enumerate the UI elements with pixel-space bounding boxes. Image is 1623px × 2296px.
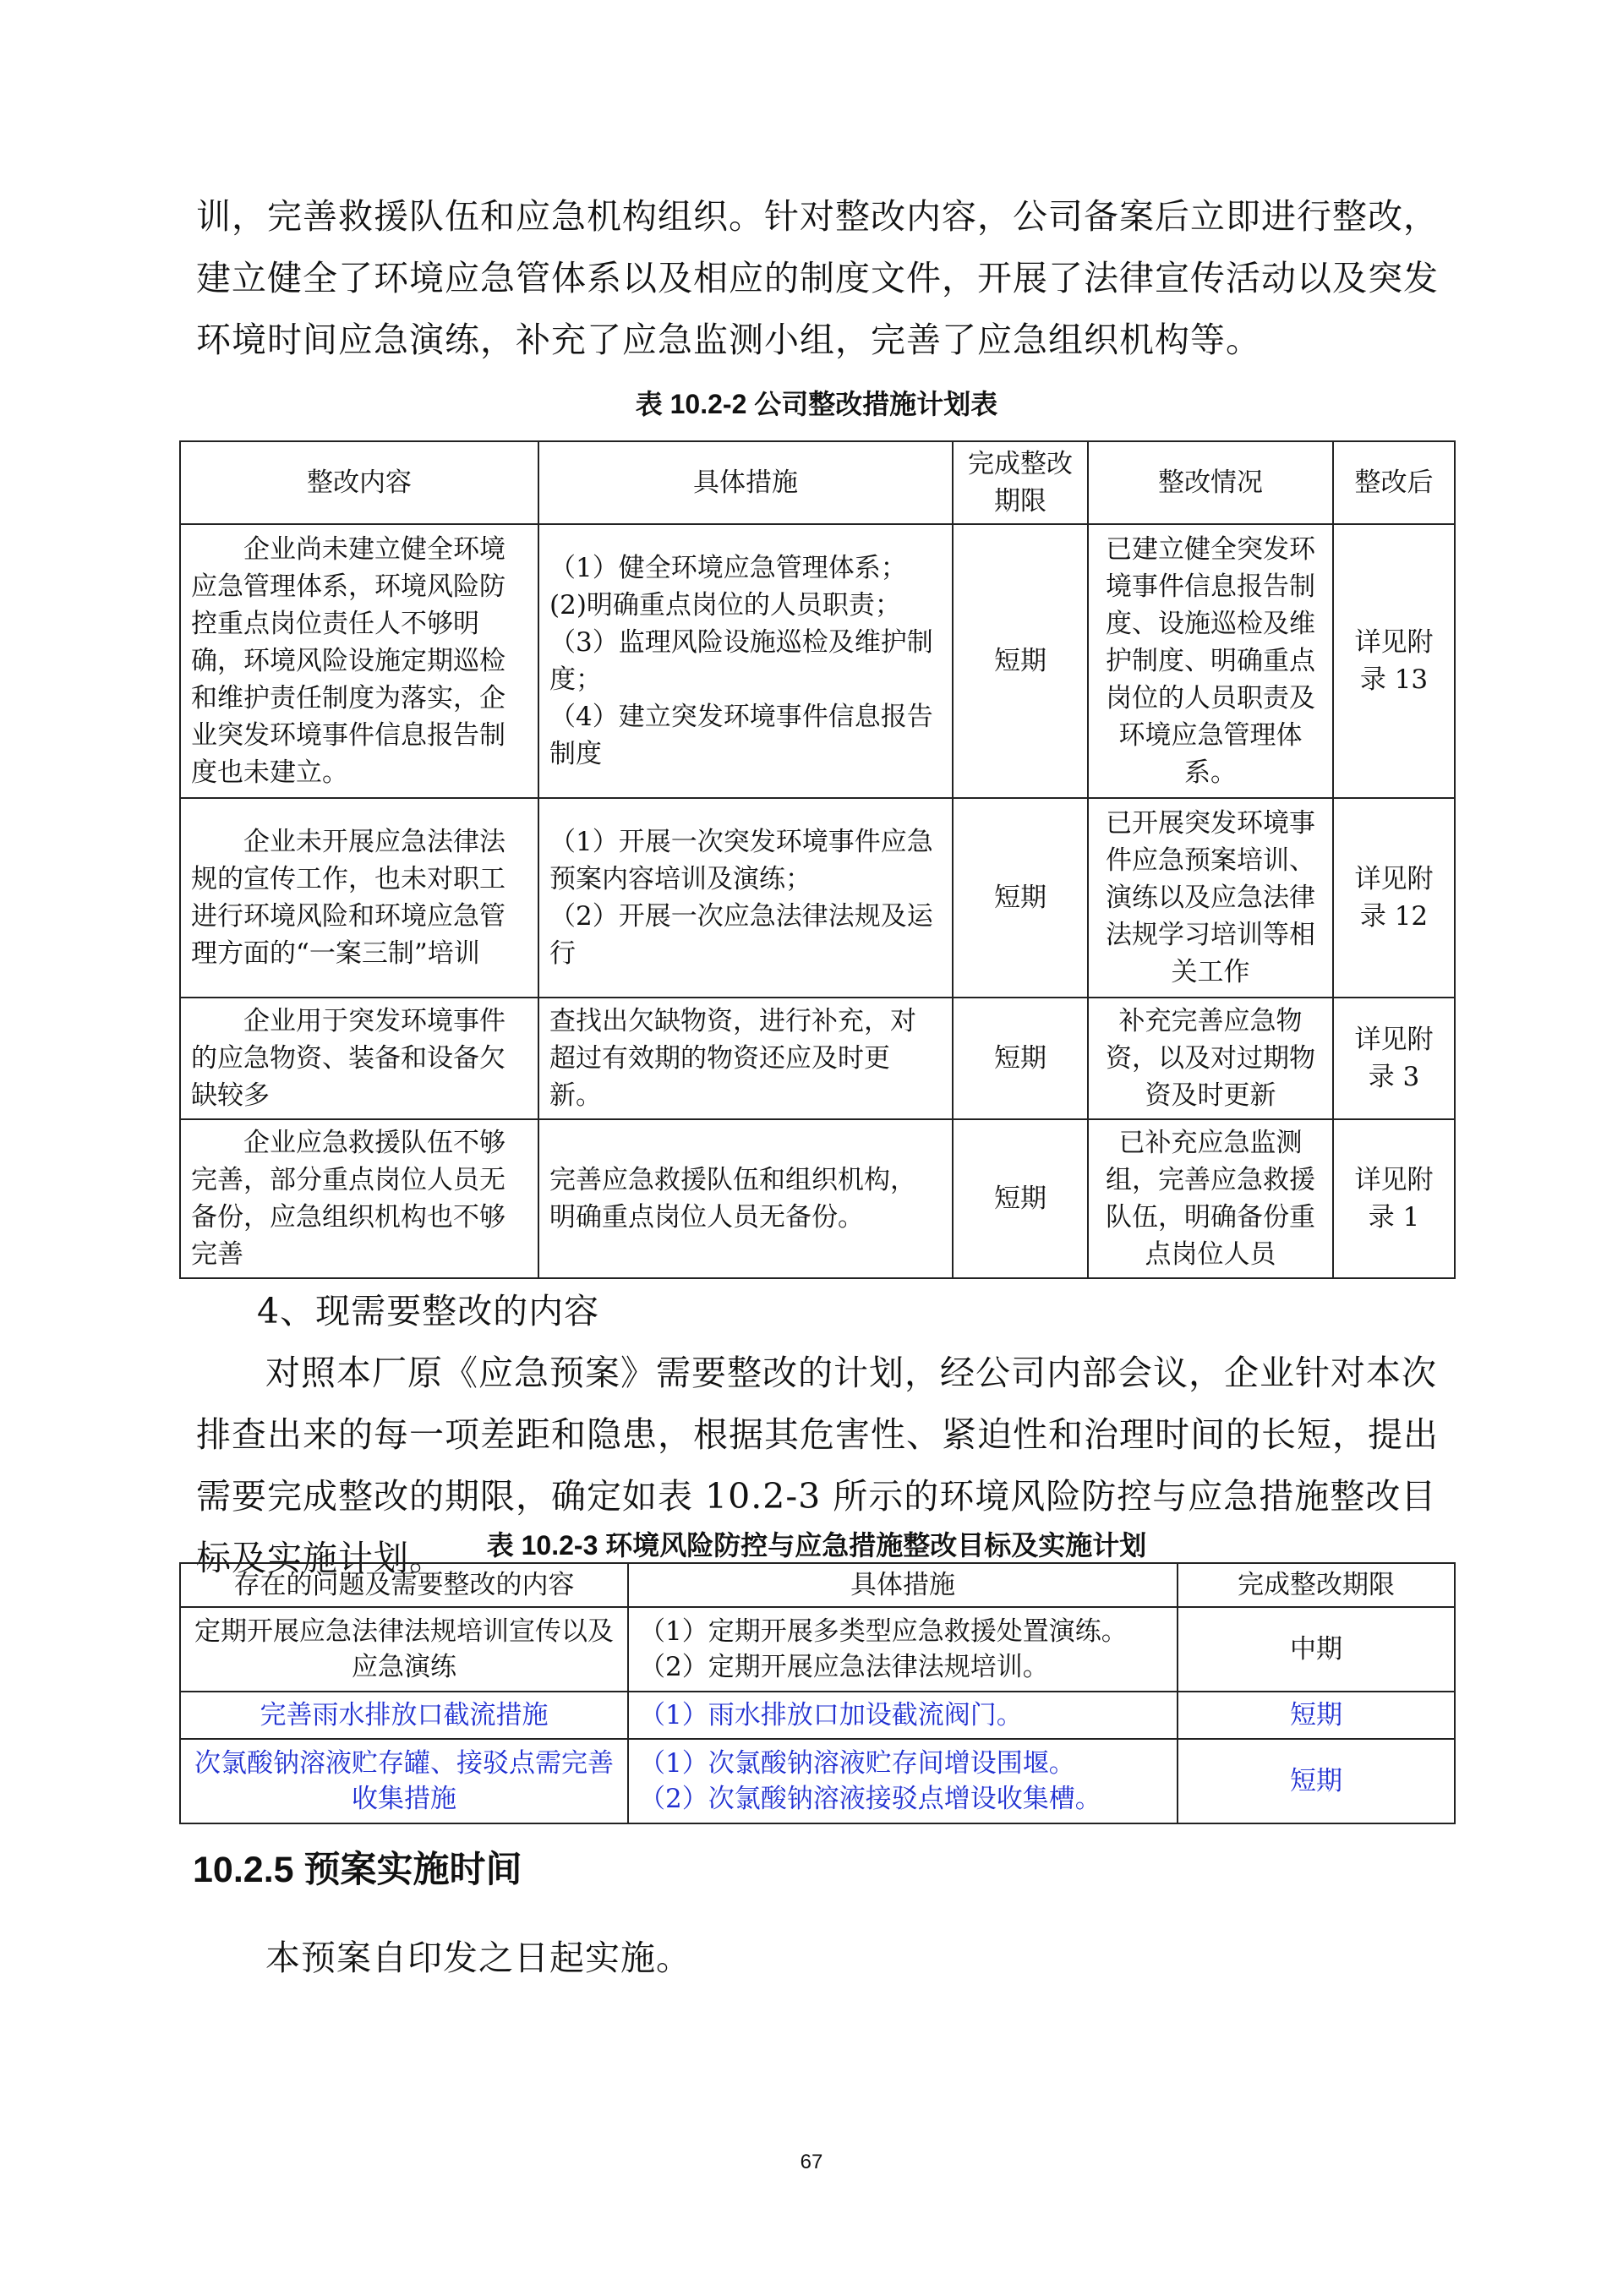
reference-cell: 详见附录 12 [1333, 798, 1455, 998]
measure-item: （1）次氯酸钠溶液贮存间增设围堰。 [639, 1748, 1075, 1779]
measures-cell [628, 1692, 1178, 1739]
deadline-cell: 中期 [1178, 1607, 1455, 1692]
table-row [180, 1692, 1455, 1739]
table1-header-measures: 具体措施 [538, 441, 953, 524]
deadline-cell: 短期 [1178, 1692, 1455, 1739]
table1-caption: 表 10.2-2 公司整改措施计划表 [635, 389, 998, 419]
measure-item: （4）建立突发环境事件信息报告制度 [549, 702, 933, 769]
table1-header-deadline: 完成整改期限 [953, 441, 1088, 524]
table1-header-after: 整改后 [1333, 441, 1455, 524]
table1-header-content: 整改内容 [180, 441, 538, 524]
page-number: 67 [800, 2151, 823, 2173]
status-cell: 已开展突发环境事件应急预案培训、演练以及应急法律法规学习培训等相关工作 [1088, 798, 1333, 998]
issue-cell: 次氯酸钠溶液贮存罐、接驳点需完善收集措施 [180, 1739, 628, 1823]
deadline-cell: 短期 [953, 798, 1088, 998]
measures-cell [538, 524, 953, 798]
table-row [180, 998, 1455, 1119]
table1-header-status: 整改情况 [1088, 441, 1333, 524]
measure-item: 查找出欠缺物资，进行补充，对超过有效期的物资还应及时更新。 [549, 1006, 916, 1111]
reference-cell: 详见附录 3 [1333, 998, 1455, 1119]
table1-header-row [180, 441, 1455, 524]
issue-cell: 企业尚未建立健全环境应急管理体系，环境风险防控重点岗位责任人不够明确，环境风险设施定期巡检和维护责任制度为落实，企业突发环境事件信息报告制度也未建立。 [180, 524, 538, 798]
measures-cell [628, 1739, 1178, 1823]
measure-item: (2)明确重点岗位的人员职责； [549, 590, 901, 620]
table2-header-row [180, 1563, 1455, 1607]
section4-heading: 4、现需要整改的内容 [257, 1291, 600, 1331]
table-row [180, 798, 1455, 998]
table2-caption: 表 10.2-3 环境风险防控与应急措施整改目标及实施计划 [486, 1530, 1147, 1561]
table-row [180, 524, 1455, 798]
intro-paragraph: 训，完善救援队伍和应急机构组织。针对整改内容，公司备案后立即进行整改，建立健全了环境应急管体系以及相应的制度文件，开展了法律宣传活动以及突发环境时间应急演练，补充了应急监测小组，完善了应急组织机构等。 [196, 196, 1439, 360]
issue-cell: 企业用于突发环境事件的应急物资、装备和设备欠缺较多 [180, 998, 538, 1119]
deadline-cell: 短期 [953, 1119, 1088, 1278]
measure-item: （1）健全环境应急管理体系； [549, 553, 907, 583]
deadline-cell: 短期 [953, 524, 1088, 798]
risk-control-plan-table [179, 1562, 1456, 1824]
table2-header-issue: 存在的问题及需要整改的内容 [180, 1563, 628, 1607]
issue-cell: 完善雨水排放口截流措施 [180, 1692, 628, 1739]
measure-item: （1）定期开展多类型应急救援处置演练。 [639, 1616, 1128, 1647]
issue-cell: 定期开展应急法律法规培训宣传以及应急演练 [180, 1607, 628, 1692]
measures-cell [538, 1119, 953, 1278]
measure-item: （2）次氯酸钠溶液接驳点增设收集槽。 [639, 1784, 1101, 1814]
measures-cell [538, 998, 953, 1119]
issue-cell: 企业未开展应急法律法规的宣传工作，也未对职工进行环境风险和环境应急管理方面的“一案三制”培训 [180, 798, 538, 998]
status-cell: 已建立健全突发环境事件信息报告制度、设施巡检及维护制度、明确重点岗位的人员职责及环境应急管理体系。 [1088, 524, 1333, 798]
measure-item: 完善应急救援队伍和组织机构，明确重点岗位人员无备份。 [549, 1165, 916, 1233]
measure-item: （3）监理风险设施巡检及维护制度； [549, 627, 933, 695]
deadline-cell: 短期 [953, 998, 1088, 1119]
reference-cell: 详见附录 1 [1333, 1119, 1455, 1278]
section-heading: 10.2.5 预案实施时间 [193, 1850, 522, 1890]
section4-paragraph: 对照本厂原《应急预案》需要整改的计划，经公司内部会议，企业针对本次排查出来的每一项差距和隐患，根据其危害性、紧迫性和治理时间的长短，提出需要完成整改的期限，确定如表 10.2-3 所示的环境风险防控与应急措施整改目标及实施计划。 [196, 1353, 1439, 1578]
table-row [180, 1739, 1455, 1823]
reference-cell: 详见附录 13 [1333, 524, 1455, 798]
table-row [180, 1607, 1455, 1692]
table-row [180, 1119, 1455, 1278]
measure-item: （2）定期开展应急法律法规培训。 [639, 1652, 1049, 1682]
table2-header-measures: 具体措施 [628, 1563, 1178, 1607]
measures-cell [538, 798, 953, 998]
measure-item: （2）开展一次应急法律法规及运行 [549, 901, 933, 969]
measure-item: （1）雨水排放口加设截流阀门。 [639, 1700, 1023, 1730]
measure-item: （1）开展一次突发环境事件应急预案内容培训及演练； [549, 827, 933, 894]
issue-cell: 企业应急救援队伍不够完善，部分重点岗位人员无备份，应急组织机构也不够完善 [180, 1119, 538, 1278]
rectification-plan-table [179, 440, 1456, 1279]
section-paragraph-block [196, 1927, 1447, 1989]
table2-header-deadline: 完成整改期限 [1178, 1563, 1455, 1607]
deadline-cell: 短期 [1178, 1739, 1455, 1823]
status-cell: 补充完善应急物资，以及对过期物资及时更新 [1088, 998, 1333, 1119]
status-cell: 已补充应急监测组，完善应急救援队伍，明确备份重点岗位人员 [1088, 1119, 1333, 1278]
measures-cell [628, 1607, 1178, 1692]
section-paragraph: 本预案自印发之日起实施。 [265, 1938, 691, 1978]
